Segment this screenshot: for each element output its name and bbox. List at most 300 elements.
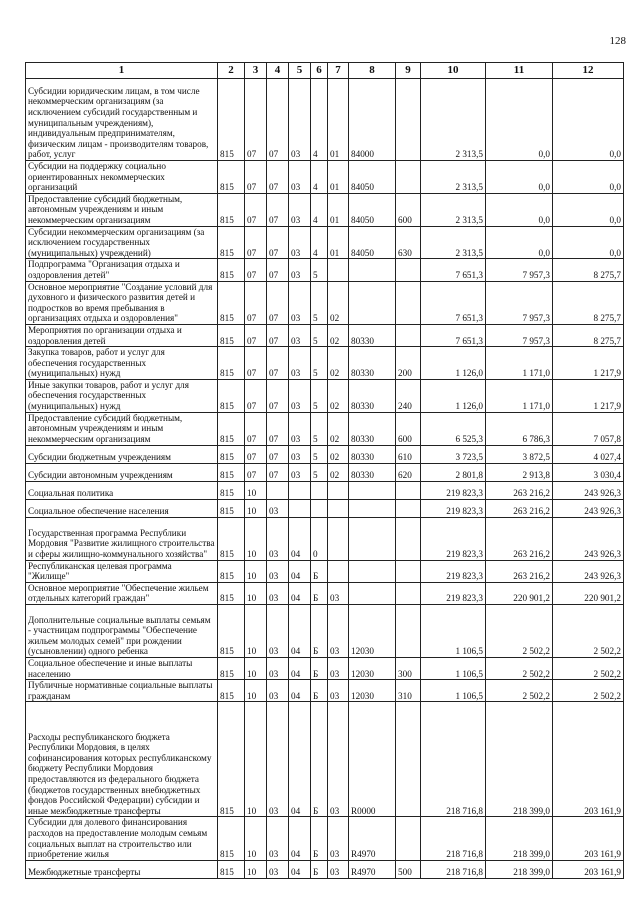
amount-year-2: 7 957,3 xyxy=(486,259,553,281)
item-name: Предоставление субсидий бюджетным, автономным учреждениям и иным некоммерческим организациям xyxy=(26,193,218,226)
expense-type-code: 200 xyxy=(396,347,421,380)
activity-code: 03 xyxy=(328,680,349,702)
admin-code: 815 xyxy=(218,481,245,499)
expense-type-code: 500 xyxy=(396,860,421,878)
subprogram-code: 0 xyxy=(311,517,328,560)
section-code: 07 xyxy=(245,161,267,194)
table-row xyxy=(26,259,624,281)
expense-type-code: 630 xyxy=(396,226,421,259)
subsection-code: 07 xyxy=(267,161,289,194)
expense-code xyxy=(349,481,396,499)
activity-code xyxy=(328,517,349,560)
section-code: 07 xyxy=(245,412,267,445)
amount-year-3: 2 502,2 xyxy=(553,680,624,702)
expense-code: R4970 xyxy=(349,817,396,860)
amount-year-2: 0,0 xyxy=(486,79,553,161)
expense-code xyxy=(349,517,396,560)
amount-year-2: 218 399,0 xyxy=(486,702,553,817)
expense-code xyxy=(349,259,396,281)
item-name: Социальное обеспечение и иные выплаты населению xyxy=(26,658,218,680)
activity-code: 03 xyxy=(328,702,349,817)
subsection-code: 03 xyxy=(267,499,289,517)
amount-year-3: 203 161,9 xyxy=(553,860,624,878)
program-code: 03 xyxy=(289,347,311,380)
activity-code: 01 xyxy=(328,226,349,259)
admin-code: 815 xyxy=(218,582,245,604)
program-code: 03 xyxy=(289,324,311,346)
amount-year-1: 219 823,3 xyxy=(421,517,486,560)
item-name: Субсидии бюджетным учреждениям xyxy=(26,445,218,463)
section-code: 10 xyxy=(245,658,267,680)
admin-code: 815 xyxy=(218,347,245,380)
amount-year-1: 218 716,8 xyxy=(421,702,486,817)
amount-year-3: 3 030,4 xyxy=(553,463,624,481)
expense-type-code xyxy=(396,481,421,499)
expense-type-code xyxy=(396,582,421,604)
amount-year-3: 7 057,8 xyxy=(553,412,624,445)
subsection-code: 03 xyxy=(267,702,289,817)
table-row xyxy=(26,226,624,259)
expense-code: 84050 xyxy=(349,161,396,194)
admin-code: 815 xyxy=(218,560,245,582)
expense-code: 12030 xyxy=(349,658,396,680)
table-row xyxy=(26,582,624,604)
amount-year-1: 2 313,5 xyxy=(421,226,486,259)
item-name: Основное мероприятие "Создание условий для духовного и физического развития детей и подростков во время пребывания в организациях отдыха и оздоровления" xyxy=(26,281,218,324)
amount-year-3: 4 027,4 xyxy=(553,445,624,463)
program-code: 04 xyxy=(289,658,311,680)
column-header: 10 xyxy=(421,63,486,79)
expense-code: 80330 xyxy=(349,445,396,463)
amount-year-3: 0,0 xyxy=(553,193,624,226)
expense-code: R0000 xyxy=(349,702,396,817)
admin-code: 815 xyxy=(218,658,245,680)
amount-year-1: 219 823,3 xyxy=(421,499,486,517)
item-name: Расходы республиканского бюджета Республики Мордовия, в целях софинансирования которых республиканскому бюджету Республики Мордовия предоставляются из федерального бюджета (бюджетов государственных внебюджетных фондов Российской Федерации) субсидии и иные межбюджетные трансферты xyxy=(26,702,218,817)
column-header: 2 xyxy=(218,63,245,79)
section-code: 07 xyxy=(245,347,267,380)
header-row xyxy=(26,63,624,79)
table-row xyxy=(26,193,624,226)
amount-year-1: 1 106,5 xyxy=(421,658,486,680)
amount-year-3: 1 217,9 xyxy=(553,379,624,412)
amount-year-3: 243 926,3 xyxy=(553,517,624,560)
subprogram-code: 5 xyxy=(311,281,328,324)
activity-code: 02 xyxy=(328,463,349,481)
amount-year-3: 220 901,2 xyxy=(553,582,624,604)
activity-code: 02 xyxy=(328,379,349,412)
admin-code: 815 xyxy=(218,281,245,324)
table-row xyxy=(26,79,624,161)
admin-code: 815 xyxy=(218,817,245,860)
expense-code: 84050 xyxy=(349,226,396,259)
column-header: 4 xyxy=(267,63,289,79)
amount-year-2: 263 216,2 xyxy=(486,517,553,560)
amount-year-3: 243 926,3 xyxy=(553,481,624,499)
item-name: Социальная политика xyxy=(26,481,218,499)
column-header: 7 xyxy=(328,63,349,79)
amount-year-2: 1 171,0 xyxy=(486,379,553,412)
expense-type-code xyxy=(396,324,421,346)
activity-code: 02 xyxy=(328,412,349,445)
expense-code xyxy=(349,560,396,582)
program-code: 03 xyxy=(289,193,311,226)
section-code: 07 xyxy=(245,79,267,161)
table-row xyxy=(26,445,624,463)
expense-type-code xyxy=(396,560,421,582)
program-code: 03 xyxy=(289,412,311,445)
item-name: Публичные нормативные социальные выплаты гражданам xyxy=(26,680,218,702)
expense-type-code: 310 xyxy=(396,680,421,702)
amount-year-3: 203 161,9 xyxy=(553,702,624,817)
column-header: 1 xyxy=(26,63,218,79)
amount-year-2: 2 502,2 xyxy=(486,658,553,680)
subsection-code: 03 xyxy=(267,582,289,604)
program-code: 04 xyxy=(289,517,311,560)
subprogram-code: 4 xyxy=(311,193,328,226)
section-code: 10 xyxy=(245,860,267,878)
subsection-code: 03 xyxy=(267,680,289,702)
expense-code: 84000 xyxy=(349,79,396,161)
admin-code: 815 xyxy=(218,193,245,226)
table-row xyxy=(26,560,624,582)
section-code: 10 xyxy=(245,499,267,517)
amount-year-2: 218 399,0 xyxy=(486,860,553,878)
admin-code: 815 xyxy=(218,499,245,517)
amount-year-1: 219 823,3 xyxy=(421,582,486,604)
subsection-code: 07 xyxy=(267,79,289,161)
amount-year-3: 1 217,9 xyxy=(553,347,624,380)
budget-table xyxy=(25,62,624,879)
amount-year-1: 7 651,3 xyxy=(421,281,486,324)
admin-code: 815 xyxy=(218,605,245,658)
admin-code: 815 xyxy=(218,517,245,560)
admin-code: 815 xyxy=(218,702,245,817)
column-header: 9 xyxy=(396,63,421,79)
table-body xyxy=(26,79,624,879)
amount-year-1: 219 823,3 xyxy=(421,481,486,499)
amount-year-3: 0,0 xyxy=(553,161,624,194)
section-code: 10 xyxy=(245,517,267,560)
amount-year-2: 7 957,3 xyxy=(486,324,553,346)
item-name: Иные закупки товаров, работ и услуг для обеспечения государственных (муниципальных) нужд xyxy=(26,379,218,412)
section-code: 10 xyxy=(245,817,267,860)
table-row xyxy=(26,281,624,324)
activity-code: 02 xyxy=(328,347,349,380)
expense-type-code xyxy=(396,281,421,324)
expense-code: 80330 xyxy=(349,379,396,412)
admin-code: 815 xyxy=(218,226,245,259)
subsection-code: 07 xyxy=(267,193,289,226)
section-code: 07 xyxy=(245,259,267,281)
expense-code: 12030 xyxy=(349,680,396,702)
amount-year-3: 0,0 xyxy=(553,79,624,161)
admin-code: 815 xyxy=(218,324,245,346)
amount-year-3: 8 275,7 xyxy=(553,281,624,324)
item-name: Субсидии автономным учреждениям xyxy=(26,463,218,481)
amount-year-2: 263 216,2 xyxy=(486,499,553,517)
program-code: 04 xyxy=(289,860,311,878)
subsection-code: 07 xyxy=(267,226,289,259)
expense-type-code xyxy=(396,817,421,860)
subsection-code: 03 xyxy=(267,860,289,878)
amount-year-2: 3 872,5 xyxy=(486,445,553,463)
admin-code: 815 xyxy=(218,412,245,445)
expense-type-code: 620 xyxy=(396,463,421,481)
subsection-code: 07 xyxy=(267,347,289,380)
admin-code: 815 xyxy=(218,161,245,194)
subprogram-code: 4 xyxy=(311,161,328,194)
item-name: Социальное обеспечение населения xyxy=(26,499,218,517)
table-row xyxy=(26,481,624,499)
subprogram-code: Б xyxy=(311,860,328,878)
subprogram-code: Б xyxy=(311,702,328,817)
column-header: 3 xyxy=(245,63,267,79)
admin-code: 815 xyxy=(218,445,245,463)
expense-code xyxy=(349,582,396,604)
activity-code: 03 xyxy=(328,658,349,680)
expense-code: 80330 xyxy=(349,347,396,380)
subprogram-code: 5 xyxy=(311,445,328,463)
amount-year-1: 219 823,3 xyxy=(421,560,486,582)
activity-code: 03 xyxy=(328,605,349,658)
amount-year-1: 2 313,5 xyxy=(421,193,486,226)
subprogram-code: 5 xyxy=(311,412,328,445)
expense-type-code xyxy=(396,79,421,161)
section-code: 10 xyxy=(245,481,267,499)
subprogram-code: Б xyxy=(311,658,328,680)
program-code: 03 xyxy=(289,226,311,259)
subsection-code: 03 xyxy=(267,658,289,680)
activity-code: 01 xyxy=(328,193,349,226)
amount-year-1: 2 313,5 xyxy=(421,79,486,161)
amount-year-1: 7 651,3 xyxy=(421,324,486,346)
program-code xyxy=(289,499,311,517)
table-row xyxy=(26,860,624,878)
subsection-code: 07 xyxy=(267,412,289,445)
column-header: 8 xyxy=(349,63,396,79)
item-name: Мероприятия по организации отдыха и оздоровления детей xyxy=(26,324,218,346)
table-row xyxy=(26,517,624,560)
subprogram-code: Б xyxy=(311,582,328,604)
subsection-code: 03 xyxy=(267,560,289,582)
amount-year-1: 1 126,0 xyxy=(421,347,486,380)
activity-code: 01 xyxy=(328,161,349,194)
amount-year-3: 2 502,2 xyxy=(553,605,624,658)
program-code xyxy=(289,481,311,499)
amount-year-1: 6 525,3 xyxy=(421,412,486,445)
amount-year-1: 7 651,3 xyxy=(421,259,486,281)
program-code: 03 xyxy=(289,161,311,194)
column-header: 11 xyxy=(486,63,553,79)
program-code: 04 xyxy=(289,680,311,702)
subprogram-code: 5 xyxy=(311,324,328,346)
admin-code: 815 xyxy=(218,379,245,412)
section-code: 07 xyxy=(245,463,267,481)
amount-year-1: 1 106,5 xyxy=(421,680,486,702)
amount-year-2: 6 786,3 xyxy=(486,412,553,445)
table-row xyxy=(26,702,624,817)
amount-year-2: 263 216,2 xyxy=(486,481,553,499)
item-name: Подпрограмма "Организация отдыха и оздоровления детей" xyxy=(26,259,218,281)
expense-type-code xyxy=(396,499,421,517)
amount-year-3: 8 275,7 xyxy=(553,324,624,346)
subsection-code: 03 xyxy=(267,605,289,658)
item-name: Республиканская целевая программа "Жилище" xyxy=(26,560,218,582)
amount-year-2: 220 901,2 xyxy=(486,582,553,604)
expense-code: 84050 xyxy=(349,193,396,226)
expense-type-code xyxy=(396,259,421,281)
table-row xyxy=(26,161,624,194)
item-name: Межбюджетные трансферты xyxy=(26,860,218,878)
item-name: Субсидии на поддержку социально ориентированных некоммерческих организаций xyxy=(26,161,218,194)
subprogram-code: 5 xyxy=(311,259,328,281)
program-code: 03 xyxy=(289,259,311,281)
amount-year-2: 2 913,8 xyxy=(486,463,553,481)
program-code: 03 xyxy=(289,463,311,481)
table-row xyxy=(26,499,624,517)
table-row xyxy=(26,817,624,860)
item-name: Дополнительные социальные выплаты семьям - участницам подпрограммы "Обеспечение жильем молодых семей" при рождении (усыновлении) одного ребенка xyxy=(26,605,218,658)
amount-year-2: 1 171,0 xyxy=(486,347,553,380)
program-code: 03 xyxy=(289,445,311,463)
amount-year-3: 243 926,3 xyxy=(553,560,624,582)
subsection-code: 07 xyxy=(267,281,289,324)
expense-code: R4970 xyxy=(349,860,396,878)
expense-type-code: 610 xyxy=(396,445,421,463)
section-code: 07 xyxy=(245,193,267,226)
table-row xyxy=(26,412,624,445)
amount-year-2: 263 216,2 xyxy=(486,560,553,582)
activity-code xyxy=(328,259,349,281)
amount-year-1: 218 716,8 xyxy=(421,817,486,860)
expense-type-code xyxy=(396,517,421,560)
expense-code xyxy=(349,281,396,324)
section-code: 07 xyxy=(245,324,267,346)
activity-code: 03 xyxy=(328,860,349,878)
program-code: 04 xyxy=(289,702,311,817)
expense-code: 80330 xyxy=(349,463,396,481)
activity-code: 02 xyxy=(328,445,349,463)
admin-code: 815 xyxy=(218,463,245,481)
item-name: Субсидии для долевого финансирования расходов на предоставление молодым семьям социальных выплат на строительство или приобретение жилья xyxy=(26,817,218,860)
activity-code: 03 xyxy=(328,582,349,604)
section-code: 07 xyxy=(245,445,267,463)
amount-year-3: 8 275,7 xyxy=(553,259,624,281)
activity-code xyxy=(328,481,349,499)
amount-year-2: 0,0 xyxy=(486,226,553,259)
subprogram-code: Б xyxy=(311,817,328,860)
expense-code: 12030 xyxy=(349,605,396,658)
expense-type-code xyxy=(396,605,421,658)
amount-year-3: 243 926,3 xyxy=(553,499,624,517)
activity-code: 02 xyxy=(328,281,349,324)
section-code: 10 xyxy=(245,605,267,658)
expense-code: 80330 xyxy=(349,324,396,346)
item-name: Субсидии некоммерческим организациям (за исключением государственных (муниципальных) учреждений) xyxy=(26,226,218,259)
subprogram-code: 5 xyxy=(311,379,328,412)
expense-type-code: 240 xyxy=(396,379,421,412)
table-row xyxy=(26,463,624,481)
section-code: 10 xyxy=(245,582,267,604)
amount-year-1: 218 716,8 xyxy=(421,860,486,878)
subsection-code: 07 xyxy=(267,324,289,346)
admin-code: 815 xyxy=(218,259,245,281)
section-code: 10 xyxy=(245,560,267,582)
activity-code xyxy=(328,499,349,517)
item-name: Предоставление субсидий бюджетным, автономным учреждениям и иным некоммерческим организациям xyxy=(26,412,218,445)
subsection-code: 03 xyxy=(267,517,289,560)
section-code: 10 xyxy=(245,680,267,702)
activity-code: 01 xyxy=(328,79,349,161)
item-name: Субсидии юридическим лицам, в том числе некоммерческим организациям (за исключением субсидий государственным и муниципальным учреждениям), индивидуальным предпринимателям, физическим лицам - производителям товаров, работ, услуг xyxy=(26,79,218,161)
amount-year-2: 2 502,2 xyxy=(486,605,553,658)
section-code: 10 xyxy=(245,702,267,817)
subprogram-code: 5 xyxy=(311,463,328,481)
subsection-code: 03 xyxy=(267,817,289,860)
subsection-code: 07 xyxy=(267,445,289,463)
amount-year-2: 7 957,3 xyxy=(486,281,553,324)
table-row xyxy=(26,680,624,702)
item-name: Закупка товаров, работ и услуг для обеспечения государственных (муниципальных) нужд xyxy=(26,347,218,380)
subsection-code: 07 xyxy=(267,259,289,281)
subsection-code: 07 xyxy=(267,463,289,481)
admin-code: 815 xyxy=(218,79,245,161)
activity-code xyxy=(328,560,349,582)
program-code: 04 xyxy=(289,817,311,860)
expense-type-code: 300 xyxy=(396,658,421,680)
activity-code: 02 xyxy=(328,324,349,346)
expense-code xyxy=(349,499,396,517)
subprogram-code: 4 xyxy=(311,226,328,259)
subprogram-code: 4 xyxy=(311,79,328,161)
item-name: Основное мероприятие "Обеспечение жильем отдельных категорий граждан" xyxy=(26,582,218,604)
section-code: 07 xyxy=(245,281,267,324)
subsection-code xyxy=(267,481,289,499)
subsection-code: 07 xyxy=(267,379,289,412)
subprogram-code xyxy=(311,499,328,517)
table-row xyxy=(26,324,624,346)
program-code: 04 xyxy=(289,605,311,658)
column-header: 6 xyxy=(311,63,328,79)
subprogram-code: 5 xyxy=(311,347,328,380)
amount-year-2: 0,0 xyxy=(486,161,553,194)
activity-code: 03 xyxy=(328,817,349,860)
amount-year-3: 0,0 xyxy=(553,226,624,259)
section-code: 07 xyxy=(245,226,267,259)
amount-year-1: 2 801,8 xyxy=(421,463,486,481)
page-number: 128 xyxy=(609,35,626,47)
program-code: 03 xyxy=(289,79,311,161)
program-code: 03 xyxy=(289,281,311,324)
subprogram-code xyxy=(311,481,328,499)
amount-year-1: 1 106,5 xyxy=(421,605,486,658)
admin-code: 815 xyxy=(218,680,245,702)
table-row xyxy=(26,605,624,658)
section-code: 07 xyxy=(245,379,267,412)
amount-year-1: 3 723,5 xyxy=(421,445,486,463)
expense-type-code xyxy=(396,161,421,194)
admin-code: 815 xyxy=(218,860,245,878)
expense-type-code: 600 xyxy=(396,193,421,226)
table-row xyxy=(26,658,624,680)
amount-year-2: 0,0 xyxy=(486,193,553,226)
program-code: 04 xyxy=(289,582,311,604)
amount-year-2: 2 502,2 xyxy=(486,680,553,702)
table-row xyxy=(26,347,624,380)
program-code: 04 xyxy=(289,560,311,582)
expense-code: 80330 xyxy=(349,412,396,445)
